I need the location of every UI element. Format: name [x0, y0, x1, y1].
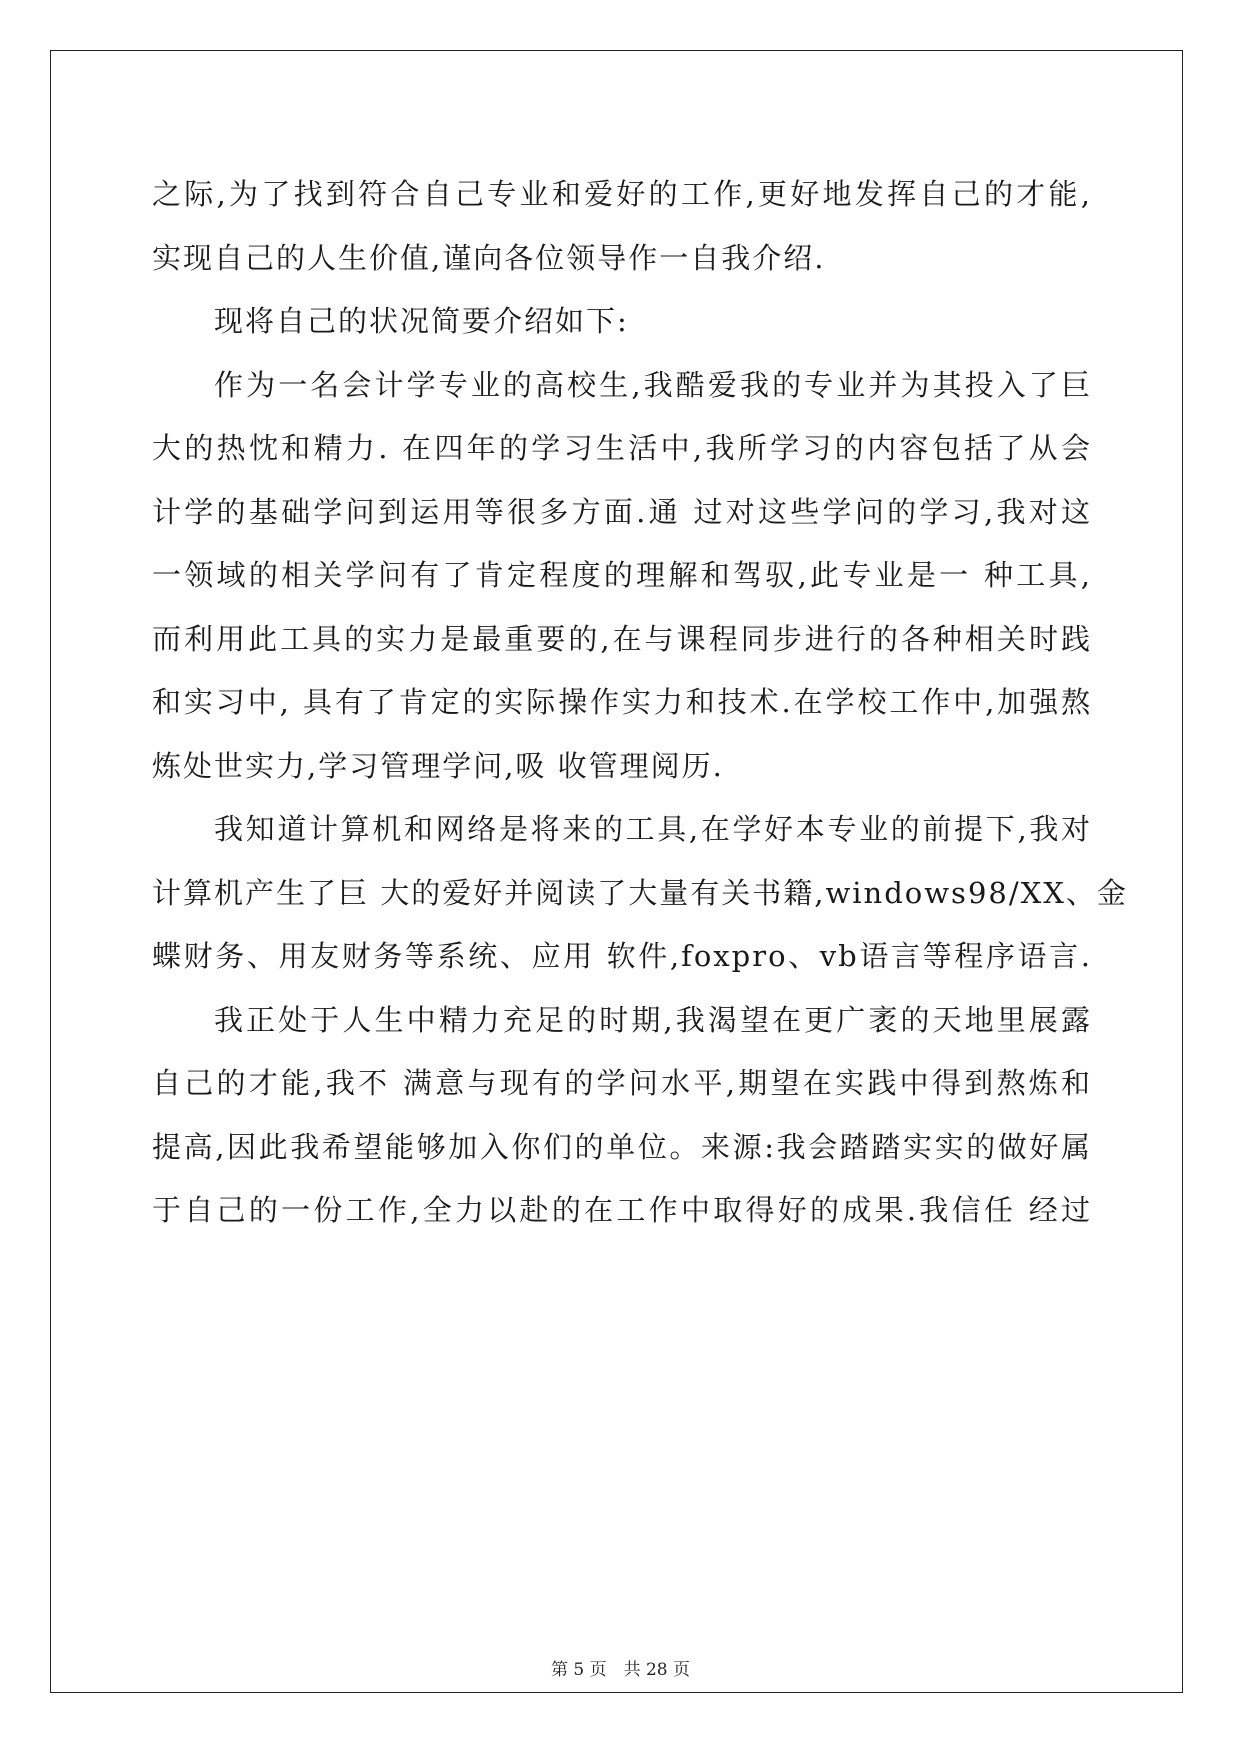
- page-number: 第 5 页 共 28 页: [550, 1660, 691, 1680]
- text-line: 提高,因此我希望能够加入你们的单位。来源:我会踏踏实实的做好属: [152, 1129, 1092, 1164]
- text-line: 作为一名会计学专业的高校生,我酷爱我的专业并为其投入了巨: [214, 367, 1092, 402]
- text-line: 炼处世实力,学习管理学问,吸 收管理阅历.: [152, 748, 724, 783]
- text-line: 我正处于人生中精力充足的时期,我渴望在更广袤的天地里展露: [214, 1002, 1092, 1037]
- text-line: 大的热忱和精力. 在四年的学习生活中,我所学习的内容包括了从会: [152, 431, 1092, 465]
- text-line: 蝶财务、用友财务等系统、应用 软件,foxpro、vb语言等程序语言.: [152, 939, 1092, 973]
- text-line: 自己的才能,我不 满意与现有的学问水平,期望在实践中得到熬炼和: [152, 1066, 1092, 1100]
- text-line: 我知道计算机和网络是将来的工具,在学好本专业的前提下,我对: [214, 812, 1092, 846]
- text-line: 之际,为了找到符合自己专业和爱好的工作,更好地发挥自己的才能,: [152, 177, 1092, 211]
- text-line: 和实习中, 具有了肯定的实际操作实力和技术.在学校工作中,加强熬: [152, 685, 1092, 719]
- text-line: 实现自己的人生价值,谨向各位领导作一自我介绍.: [152, 240, 826, 275]
- text-line: 于自己的一份工作,全力以赴的在工作中取得好的成果.我信任 经过: [152, 1193, 1092, 1227]
- text-line: 现将自己的状况简要介绍如下:: [214, 304, 629, 338]
- text-line: 一领域的相关学问有了肯定程度的理解和驾驭,此专业是一 种工具,: [152, 558, 1092, 592]
- document-body: [152, 163, 1128, 1243]
- text-line: 计算机产生了巨 大的爱好并阅读了大量有关书籍,windows98/XX、金: [152, 875, 1128, 910]
- text-line: 而利用此工具的实力是最重要的,在与课程同步进行的各种相关时践: [152, 621, 1092, 656]
- text-line: 计学的基础学问到运用等很多方面.通 过对这些学问的学习,我对这: [152, 494, 1092, 529]
